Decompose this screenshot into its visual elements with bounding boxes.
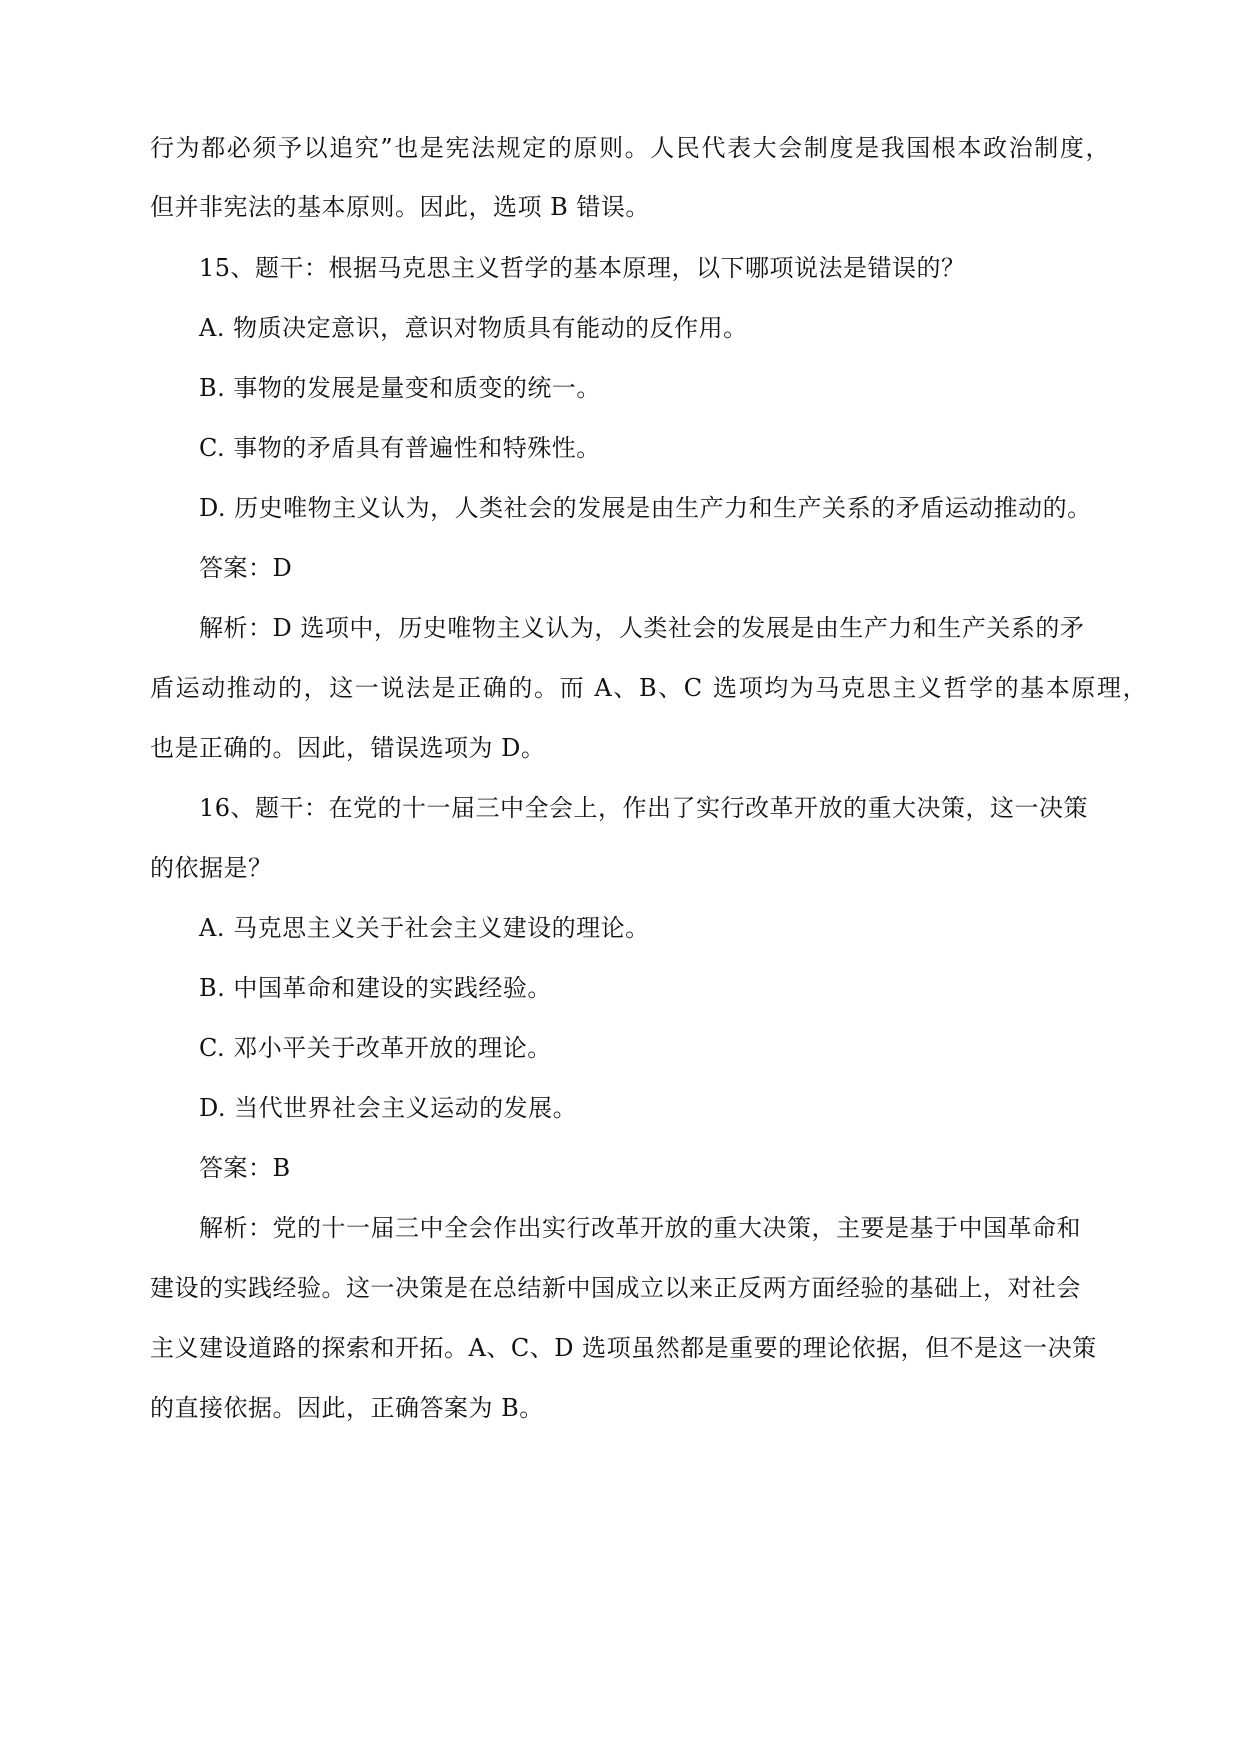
option-b: B. 中国革命和建设的实践经验。 (199, 974, 552, 1002)
explanation-line: 盾运动推动的，这一说法是正确的。而 A、B、C 选项均为马克思主义哲学的基本原理， (150, 674, 1149, 702)
option-b: B. 事物的发展是量变和质变的统一。 (199, 374, 601, 402)
explanation-line: 的直接依据。因此，正确答案为 B。 (150, 1394, 544, 1422)
question-stem: 15、题干：根据马克思主义哲学的基本原理，以下哪项说法是错误的？ (199, 254, 966, 282)
answer: 答案：D (199, 554, 293, 582)
option-d: D. 历史唯物主义认为，人类社会的发展是由生产力和生产关系的矛盾运动推动的。 (199, 494, 1092, 522)
text-line: 但并非宪法的基本原则。因此，选项 B 错误。 (150, 193, 650, 221)
explanation-line: 主义建设道路的探索和开拓。A、C、D 选项虽然都是重要的理论依据，但不是这一决策 (150, 1334, 1097, 1362)
explanation-line: 也是正确的。因此，错误选项为 D。 (150, 734, 546, 762)
option-d: D. 当代世界社会主义运动的发展。 (199, 1094, 578, 1122)
question-stem: 16、题干：在党的十一届三中全会上，作出了实行改革开放的重大决策，这一决策 (199, 794, 1089, 822)
explanation-line: 解析：党的十一届三中全会作出实行改革开放的重大决策，主要是基于中国革命和 (199, 1214, 1081, 1242)
option-a: A. 物质决定意识，意识对物质具有能动的反作用。 (199, 314, 748, 342)
explanation-line: 建设的实践经验。这一决策是在总结新中国成立以来正反两方面经验的基础上，对社会 (150, 1274, 1081, 1302)
option-c: C. 邓小平关于改革开放的理论。 (199, 1034, 552, 1062)
option-a: A. 马克思主义关于社会主义建设的理论。 (199, 914, 650, 942)
explanation-line: 解析：D 选项中，历史唯物主义认为，人类社会的发展是由生产力和生产关系的矛 (199, 614, 1085, 642)
question-stem: 的依据是？ (150, 854, 273, 882)
option-c: C. 事物的矛盾具有普遍性和特殊性。 (199, 434, 601, 462)
answer: 答案：B (199, 1154, 291, 1182)
text-line: 行为都必须予以追究”也是宪法规定的原则。人民代表大会制度是我国根本政治制度， (150, 134, 1112, 162)
